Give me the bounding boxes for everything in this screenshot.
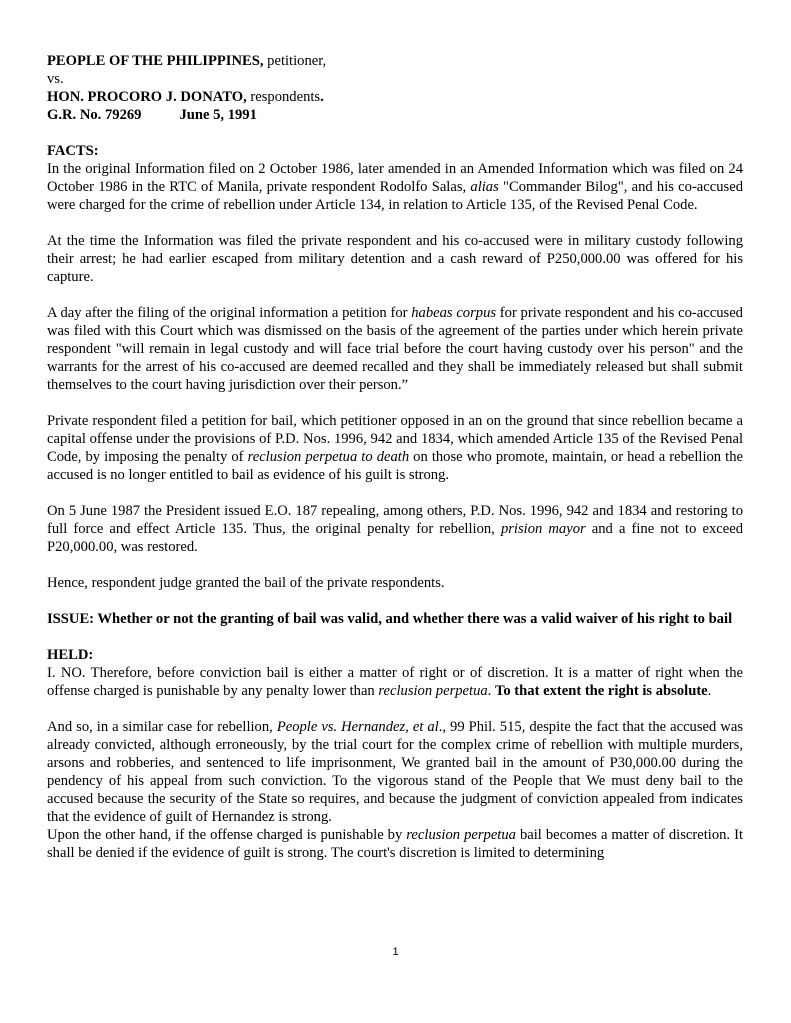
text-run: On 5 June 1987 the President issued E.O. 187 repealing, among others, P.D. Nos. 1996, 942 and 1834 and restoring to full force and effect Article 135. Thus, the original penalty for rebellion, <box>47 503 743 537</box>
italic-case-citation: People vs. Hernandez, et al <box>276 719 439 735</box>
text-run: and a fine not to exceed P20,000.00, was restored. <box>47 521 743 555</box>
italic-term: prision mayor <box>500 521 586 537</box>
petitioner-role: petitioner, <box>263 53 327 69</box>
text-run: . <box>487 683 495 699</box>
facts-paragraph-1 <box>47 160 743 214</box>
held-paragraph-3 <box>47 826 743 862</box>
document-body <box>47 52 743 862</box>
text-run: on those who promote, maintain, or head a rebellion the accused is no longer entitled to bail as evidence of his guilt is strong. <box>47 449 743 483</box>
respondent-name: HON. PROCORO J. DONATO, <box>47 89 247 105</box>
respondent-period: . <box>320 89 324 105</box>
facts-paragraph-2: At the time the Information was filed the private respondent and his co-accused were in military custody following their arrest; he had earlier escaped from military detention and a cash reward of P250,000.00 was offered for his capture. <box>47 233 743 285</box>
text-run: bail becomes a matter of discretion. It shall be denied if the evidence of guilt is strong. The court's discretion is limited to determining <box>47 827 744 861</box>
case-caption-versus: vs. <box>47 71 64 87</box>
facts-heading: FACTS: <box>47 143 99 159</box>
text-run: In the original Information filed on 2 October 1986, later amended in an Amended Information which was filed on 24 October 1986 in the RTC of Manila, private respondent Rodolfo Salas, <box>47 161 743 195</box>
text-run: A day after the filing of the original information a petition for <box>47 305 412 321</box>
text-run: . <box>707 683 712 699</box>
issue-statement: ISSUE: Whether or not the granting of bail was valid, and whether there was a valid waiver of his right to bail <box>47 611 733 627</box>
page-number: 1 <box>392 946 399 958</box>
decision-date: June 5, 1991 <box>179 107 257 123</box>
text-run: I. NO. Therefore, before conviction bail is either a matter of right or of discretion. It is a matter of right when the offense charged is punishable by any penalty lower than <box>47 665 743 699</box>
respondent-role: respondents <box>246 89 321 105</box>
italic-term: habeas corpus <box>411 305 497 321</box>
facts-paragraph-5 <box>47 502 743 556</box>
facts-paragraph-6: Hence, respondent judge granted the bail of the private respondents. <box>47 575 445 591</box>
petitioner-name: PEOPLE OF THE PHILIPPINES, <box>47 53 264 69</box>
case-caption-petitioner <box>47 52 743 70</box>
text-run: for private respondent and his co-accused was filed with this Court which was dismissed on the basis of the agreement of the parties under which herein private respondent "will remain in legal custody and will face trial before the court having custody over his person" and the warrants for the arrest of his co-accused are deemed recalled and they shall be immediately released but shall submit themselves to the court having jurisdiction over their person.” <box>47 305 743 393</box>
text-run: And so, in a similar case for rebellion, <box>47 719 277 735</box>
facts-paragraph-4 <box>47 412 743 484</box>
italic-term: alias <box>470 179 499 195</box>
case-caption-respondent <box>47 88 743 106</box>
italic-term: reclusion perpetua <box>406 827 516 843</box>
case-number: G.R. No. 79269 <box>47 107 142 123</box>
held-paragraph-2 <box>47 718 743 826</box>
text-run: "Commander Bilog", and his co-accused were charged for the crime of rebellion under Article 134, in relation to Article 135, of the Revised Penal Code. <box>47 179 743 213</box>
italic-term: reclusion perpetua to death <box>247 449 410 465</box>
text-run: Private respondent filed a petition for bail, which petitioner opposed in an on the ground that since rebellion became a capital offense under the provisions of P.D. Nos. 1996, 942 and 1834, which amended Article 135 of the Revised Penal Code, by imposing the penalty of <box>47 413 743 465</box>
held-heading: HELD: <box>47 647 94 663</box>
italic-term: reclusion perpetua <box>378 683 488 699</box>
text-run: Upon the other hand, if the offense charged is punishable by <box>47 827 407 843</box>
bold-emphasis: To that extent the right is absolute <box>494 683 708 699</box>
text-run: ., 99 Phil. 515, despite the fact that the accused was already convicted, although erroneously, by the trial court for the complex crime of rebellion with multiple murders, arsons and robberies, and sentenced to life imprisonment, We granted bail in the amount of P30,000.00 during the pendency of his appeal from such conviction. To the vigorous stand of the People that We must deny bail to the accused because the security of the State so requires, and because the judgment of conviction appealed from indicates that the evidence of guilt of Hernandez is strong. <box>47 719 744 825</box>
case-number-line <box>47 106 743 124</box>
held-paragraph-1 <box>47 664 743 700</box>
facts-paragraph-3 <box>47 304 743 394</box>
